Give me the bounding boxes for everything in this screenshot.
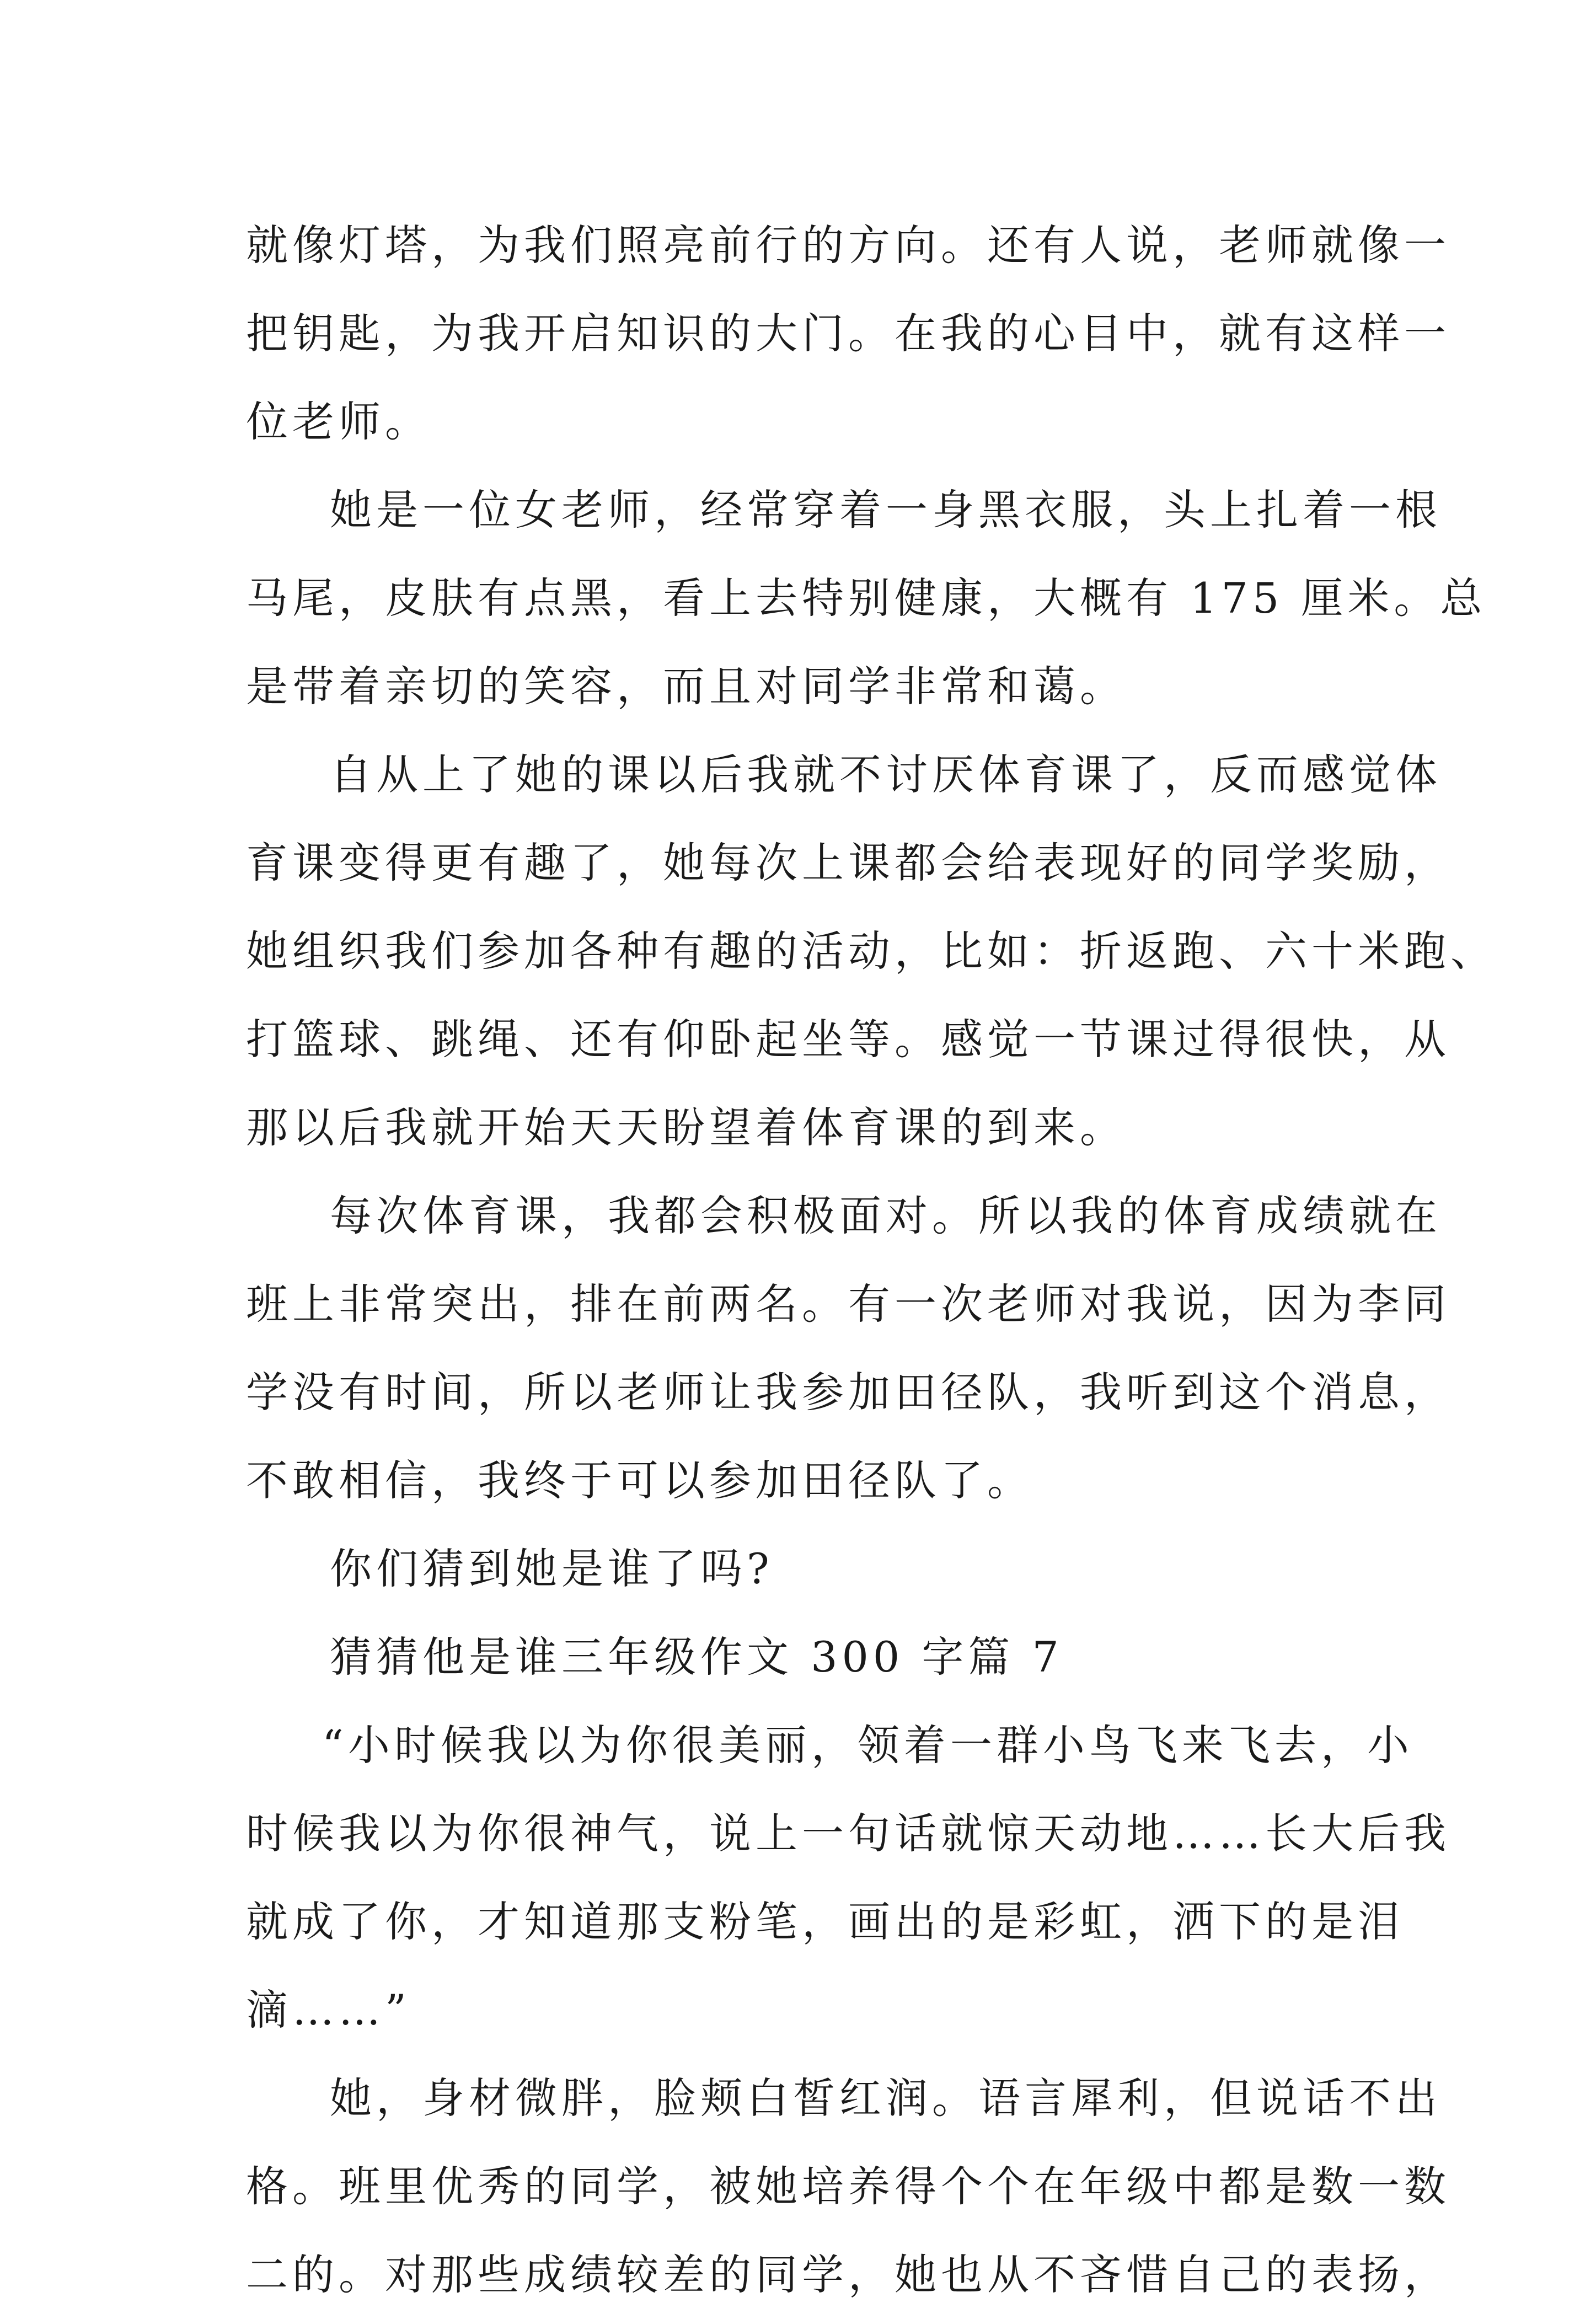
text-line: 位老师。	[246, 397, 431, 446]
text-line: 班上非常突出，排在前两名。有一次老师对我说，因为李同	[246, 1279, 1450, 1329]
text-line: 学没有时间，所以老师让我参加田径队，我听到这个消息，	[246, 1368, 1450, 1417]
text-line: “小时候我以为你很美丽，领着一群小鸟飞来飞去，小	[322, 1721, 1413, 1770]
text-line: 就成了你，才知道那支粉笔，画出的是彩虹，洒下的是泪	[246, 1897, 1404, 1946]
text-line: 你们猜到她是谁了吗?	[330, 1544, 774, 1593]
section-heading: 猜猜他是谁三年级作文 300 字篇 7	[330, 1632, 1063, 1681]
text-line: 不敢相信，我终于可以参加田径队了。	[246, 1456, 1033, 1505]
text-line: 她组织我们参加各种有趣的活动，比如：折返跑、六十米跑、	[246, 926, 1497, 976]
text-line: 每次体育课，我都会积极面对。所以我的体育成绩就在	[330, 1191, 1442, 1240]
text-line: 打篮球、跳绳、还有仰卧起坐等。感觉一节课过得很快，从	[246, 1015, 1450, 1064]
text-line: 就像灯塔，为我们照亮前行的方向。还有人说，老师就像一	[246, 221, 1450, 270]
text-line: 把钥匙，为我开启知识的大门。在我的心目中，就有这样一	[246, 309, 1450, 358]
text-line: 格。班里优秀的同学，被她培养得个个在年级中都是数一数	[246, 2162, 1450, 2211]
text-line: 她是一位女老师，经常穿着一身黑衣服，头上扎着一根	[330, 485, 1442, 534]
text-line: 是带着亲切的笑容，而且对同学非常和蔼。	[246, 662, 1126, 711]
document-body	[246, 201, 1497, 2319]
text-line: 时候我以为你很神气，说上一句话就惊天动地……长大后我	[246, 1809, 1450, 1858]
text-line: 她，身材微胖，脸颊白皙红润。语言犀利，但说话不出	[330, 2074, 1442, 2123]
text-line: 滴……”	[246, 1985, 411, 2034]
text-line: 二的。对那些成绩较差的同学，她也从不吝惜自己的表扬，	[246, 2250, 1450, 2299]
text-line: 马尾，皮肤有点黑，看上去特别健康，大概有 175 厘米。总	[246, 574, 1487, 623]
text-line: 那以后我就开始天天盼望着体育课的到来。	[246, 1103, 1126, 1152]
text-line: 育课变得更有趣了，她每次上课都会给表现好的同学奖励，	[246, 838, 1450, 887]
text-line: 自从上了她的课以后我就不讨厌体育课了，反而感觉体	[330, 750, 1442, 799]
